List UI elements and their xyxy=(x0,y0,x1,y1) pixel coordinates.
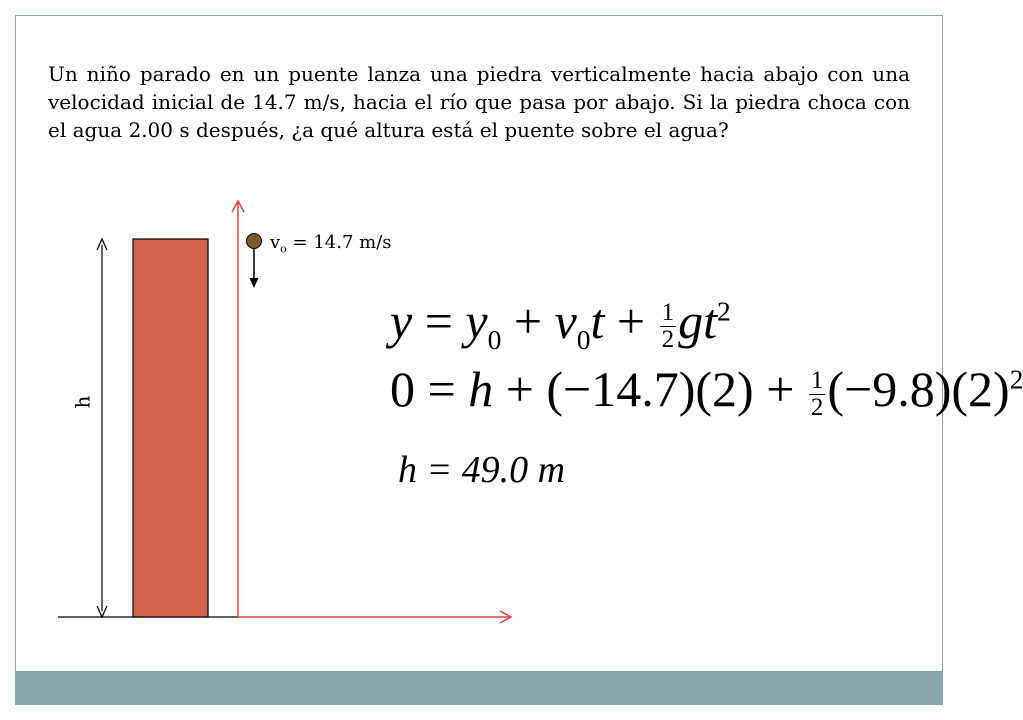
velocity-arrowhead xyxy=(250,278,259,288)
one-half-fraction: $\frac{1}{2}$ xyxy=(810,366,824,422)
stone xyxy=(247,234,262,249)
kinematic-equation: $y = y_0 + v_0t$ + $\frac{1}{2}$ $gt^2$ xyxy=(390,293,731,355)
one-half-fraction: $\frac{1}{2}$ xyxy=(661,298,675,354)
initial-velocity-label: $v_o = 14.7$ m/s xyxy=(270,232,392,256)
problem-statement: Un niño parado en un puente lanza una piedra verticalmente hacia abajo con una velocidad inicial de 14.7 m/s, hacia el río que pasa por abajo. Si la piedra choca con el agua 2.00 s después, ¿a qué altura está el puente sobre el agua? xyxy=(48,62,910,142)
bridge-pillar xyxy=(133,239,208,617)
result-answer: h = 49.0 m xyxy=(398,449,566,491)
height-label: h xyxy=(70,395,95,409)
substituted-equation: 0 = h + (−14.7)(2) + $\frac{1}{2}$ $(-9.8)(2)^2$ xyxy=(390,361,1023,422)
